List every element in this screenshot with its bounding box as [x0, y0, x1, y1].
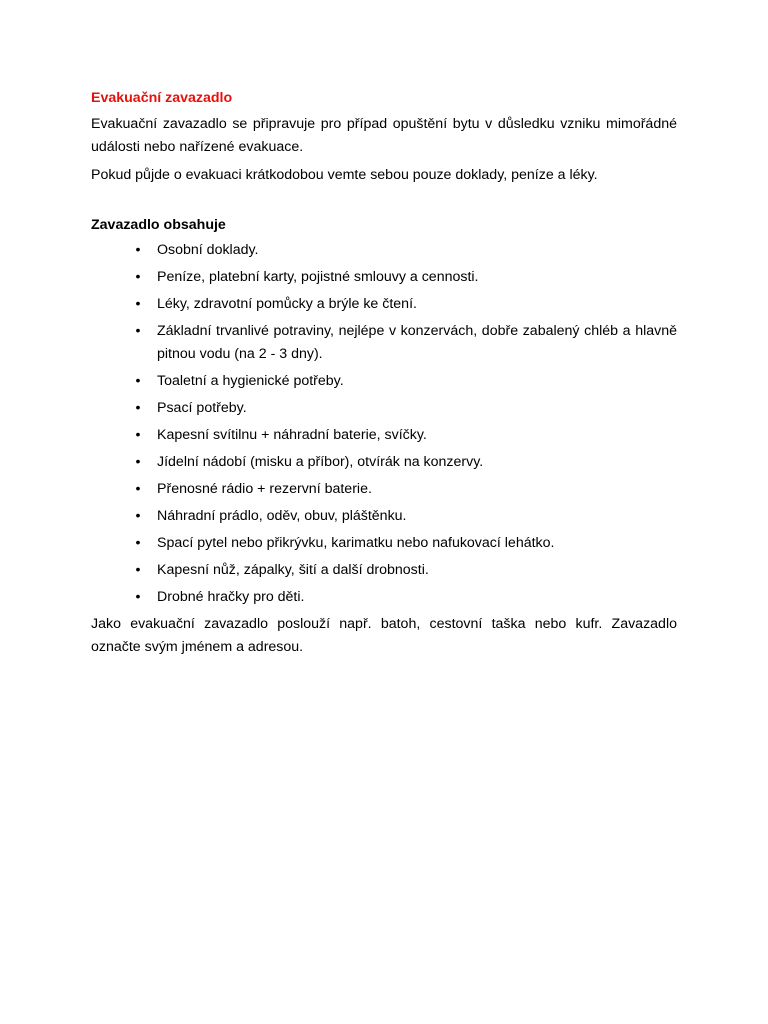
list-item	[91, 266, 677, 289]
list-item-text: Přenosné rádio + rezervní baterie.	[157, 481, 372, 497]
list-item	[91, 320, 677, 366]
list-item	[91, 293, 677, 316]
list-item	[91, 451, 677, 474]
luggage-items-list	[91, 239, 677, 609]
bullet-icon: •	[135, 296, 141, 312]
list-item	[91, 559, 677, 582]
list-item-text: Léky, zdravotní pomůcky a brýle ke čtení.	[157, 296, 417, 312]
list-item-text: Jídelní nádobí (misku a příbor), otvírák na konzervy.	[157, 454, 484, 470]
list-item	[91, 586, 677, 609]
list-item	[91, 532, 677, 555]
list-item-text: Osobní doklady.	[157, 242, 259, 258]
list-item	[91, 370, 677, 393]
list-item	[91, 397, 677, 420]
list-item-text: Drobné hračky pro děti.	[157, 589, 305, 605]
list-item-text: Toaletní a hygienické potřeby.	[157, 373, 344, 389]
list-item	[91, 505, 677, 528]
bullet-icon: •	[135, 562, 141, 578]
short-term-paragraph: Pokud půjde o evakuaci krátkodobou vemte sebou pouze doklady, peníze a léky.	[91, 167, 598, 183]
list-item-text: Kapesní svítilnu + náhradní baterie, svíčky.	[157, 427, 427, 443]
closing-paragraph: Jako evakuační zavazadlo poslouží např. batoh, cestovní taška nebo kufr. Zavazadlo označte svým jménem a adresou.	[91, 616, 677, 655]
list-item-text: Základní trvanlivé potraviny, nejlépe v konzervách, dobře zabalený chléb a hlavně pitnou vodu (na 2 - 3 dny).	[157, 323, 677, 362]
bullet-icon: •	[135, 242, 141, 258]
document-content	[91, 88, 677, 659]
bullet-icon: •	[135, 400, 141, 416]
bullet-icon: •	[135, 589, 141, 605]
list-item	[91, 424, 677, 447]
bullet-icon: •	[135, 535, 141, 551]
list-item	[91, 478, 677, 501]
bullet-icon: •	[135, 454, 141, 470]
bullet-icon: •	[135, 323, 141, 339]
list-heading: Zavazadlo obsahuje	[91, 217, 226, 233]
list-item-text: Kapesní nůž, zápalky, šití a další drobnosti.	[157, 562, 429, 578]
list-item	[91, 239, 677, 262]
list-item-text: Peníze, platební karty, pojistné smlouvy a cennosti.	[157, 269, 479, 285]
intro-paragraph: Evakuační zavazadlo se připravuje pro případ opuštění bytu v důsledku vzniku mimořádné události nebo nařízené evakuace.	[91, 116, 677, 155]
bullet-icon: •	[135, 373, 141, 389]
document-title: Evakuační zavazadlo	[91, 90, 233, 106]
bullet-icon: •	[135, 481, 141, 497]
bullet-icon: •	[135, 427, 141, 443]
list-item-text: Psací potřeby.	[157, 400, 247, 416]
section-spacer	[91, 187, 677, 207]
bullet-icon: •	[135, 269, 141, 285]
list-item-text: Náhradní prádlo, oděv, obuv, pláštěnku.	[157, 508, 407, 524]
list-item-text: Spací pytel nebo přikrývku, karimatku nebo nafukovací lehátko.	[157, 535, 555, 551]
bullet-icon: •	[135, 508, 141, 524]
